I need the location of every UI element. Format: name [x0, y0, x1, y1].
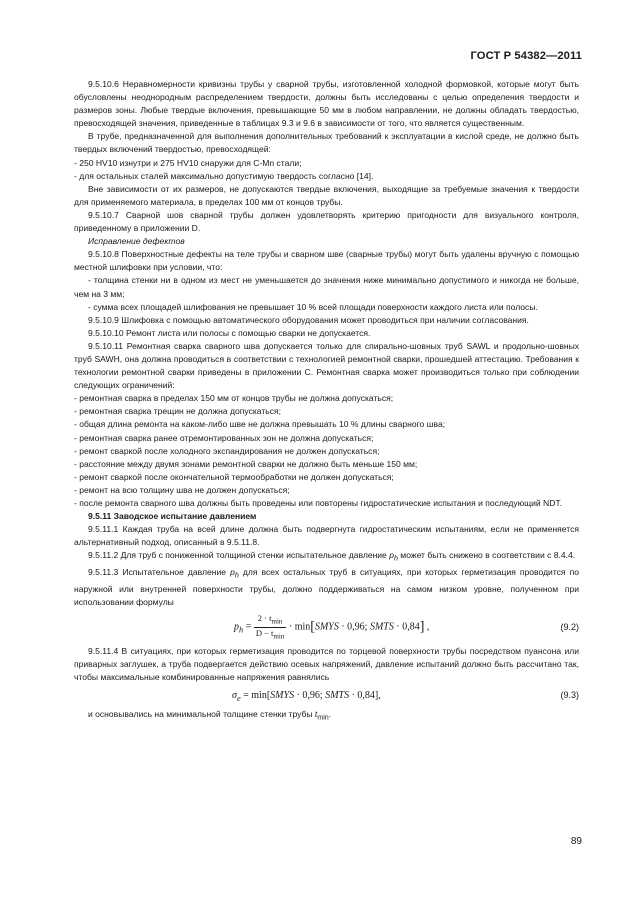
- list-item: - ремонт сваркой после окончательной термообработки не должен допускаться;: [74, 471, 394, 482]
- paragraph: Вне зависимости от их размеров, не допускаются твердые включения, выходящие за требуемые значения к твердости для применяемого материала, в пределах 100 мм от концов трубы.: [74, 183, 579, 207]
- fraction: $\frac{2 \cdot t_{min}}{D - t_{min}}$: [255, 613, 285, 641]
- paragraph-9-5-11-3: 9.5.11.3 Испытательное давление $p_h$ для всех остальных труб в ситуациях, при которых герметизация проводится по наружной или внутренней поверхности трубы, должно поддерживаться на самом низком уровне, полученном при использовании формулы: [74, 567, 579, 608]
- list-item: - 250 HV10 изнутри и 275 HV10 снаружи для C-Mn стали;: [74, 157, 302, 168]
- list-item: - ремонтная сварка трещин не должна допускаться;: [74, 406, 281, 417]
- list-item: - расстояние между двумя зонами ремонтной сварки не должно быть меньше 150 мм;: [74, 458, 418, 469]
- paragraph: 9.5.10.6 Неравномерности кривизны трубы у сварной трубы, изготовленной холодной формовкой, которые могут быть обусловлены неоднородным распределением твердости, должны быть исследованы с целью определения твердости и размеров зоны. Любые твердые включения, превышающие 50 мм в любом направлении, не должны обладать твердостью, превосходящей значения, приведенные в таблицах 9.3 и 9.6 в зависимости от того, что является существенным.: [74, 79, 579, 129]
- document-body: [74, 78, 579, 725]
- equation-number: (9.3): [560, 690, 579, 701]
- list-item: - ремонт на всю толщину шва не должен допускаться;: [74, 484, 290, 495]
- paragraph: В трубе, предназначенной для выполнения дополнительных требований к эксплуатации в кислой среде, не должно быть твердых включений твердостью, превосходящей:: [74, 131, 579, 155]
- closing-line: и основывались на минимальной толщине стенки трубы $t_{min}$.: [88, 709, 332, 723]
- paragraph: 9.5.10.10 Ремонт листа или полосы с помощью сварки не допускается.: [88, 327, 371, 338]
- paragraph: 9.5.10.11 Ремонтная сварка сварного шва допускается только для спирально-шовных труб SAWL и продольно-шовных труб SAWH, она должна проводиться в соответствии с технологией ремонтной сварки, прошедшей аттестацию. Требования к технологии ремонтной сварки приведены в приложении C. Ремонтная сварка может производиться только при соблюдении следующих ограничений:: [74, 340, 579, 391]
- paragraph-9-5-11-2: 9.5.11.2 Для труб с пониженной толщиной стенки испытательное давление $p_h$ может быть снижено в соответствии с 8.4.4.: [88, 550, 576, 564]
- formula-9-3: $\sigma_e$ = min[SMYS · 0,96; SMTS · 0,84], (9.3): [232, 690, 579, 704]
- section-heading-pressure-test: 9.5.11 Заводское испытание давлением: [88, 511, 257, 522]
- list-item: - ремонтная сварка ранее отремонтированных зон не должна допускаться;: [74, 432, 374, 443]
- paragraph: 9.5.10.9 Шлифовка с помощью автоматического оборудования может проводиться при наличии согласования.: [88, 314, 529, 325]
- paragraph-9-5-11-4: 9.5.11.4 В ситуациях, при которых герметизация проводится по торцевой поверхности трубы посредством пуансона или приварных заглушек, а труба подвергается действию осевых напряжений, давление испытаний должно быть рассчитано так, чтобы максимальные комбинированные напряжения равнялись: [74, 646, 579, 683]
- list-item: - для остальных сталей максимально допустимую твердость согласно [14].: [74, 170, 374, 181]
- list-item: - толщина стенки ни в одном из мест не уменьшается до значения ниже минимально допустимого и никогда не больше, чем на 3 мм;: [74, 275, 579, 299]
- paragraph: 9.5.11.1 Каждая труба на всей длине должна быть подвергнута гидростатическим испытаниям, если не применяется альтернативный подход, описанный в 9.5.11.8.: [74, 524, 579, 548]
- list-item: - общая длина ремонта на каком-либо шве не должна превышать 10 % длины сварного шва;: [74, 419, 446, 430]
- equation-number: (9.2): [560, 622, 579, 633]
- standard-title: ГОСТ Р 54382—2011: [470, 50, 582, 62]
- list-item: - ремонт сваркой после холодного экспандирования не должен допускаться;: [74, 445, 380, 456]
- list-item: - ремонтная сварка в пределах 150 мм от концов трубы не должна допускаться;: [74, 393, 394, 404]
- paragraph: 9.5.10.8 Поверхностные дефекты на теле трубы и сварном шве (сварные трубы) могут быть удалены вручную с помощью местной шлифовки при условии, что:: [74, 249, 579, 273]
- list-item: - сумма всех площадей шлифования не превышает 10 % всей площади поверхности каждого листа или полосы.: [88, 301, 538, 312]
- formula-9-2: $p_h$ = $\frac{2 \cdot t_{min}}{D - t_{min}}$ · min[SMYS · 0,96; SMTS · 0,84] , (9.2): [234, 613, 579, 641]
- list-item: - после ремонта сварного шва должны быть проведены или повторены гидростатические испытания и последующий NDT.: [74, 498, 563, 508]
- subheading-defect-repair: Исправление дефектов: [88, 236, 185, 247]
- page-number: 89: [570, 836, 582, 847]
- paragraph: 9.5.10.7 Сварной шов сварной трубы должен удовлетворять критерию пригодности для визуального контроля, приведенному в приложении D.: [74, 209, 579, 234]
